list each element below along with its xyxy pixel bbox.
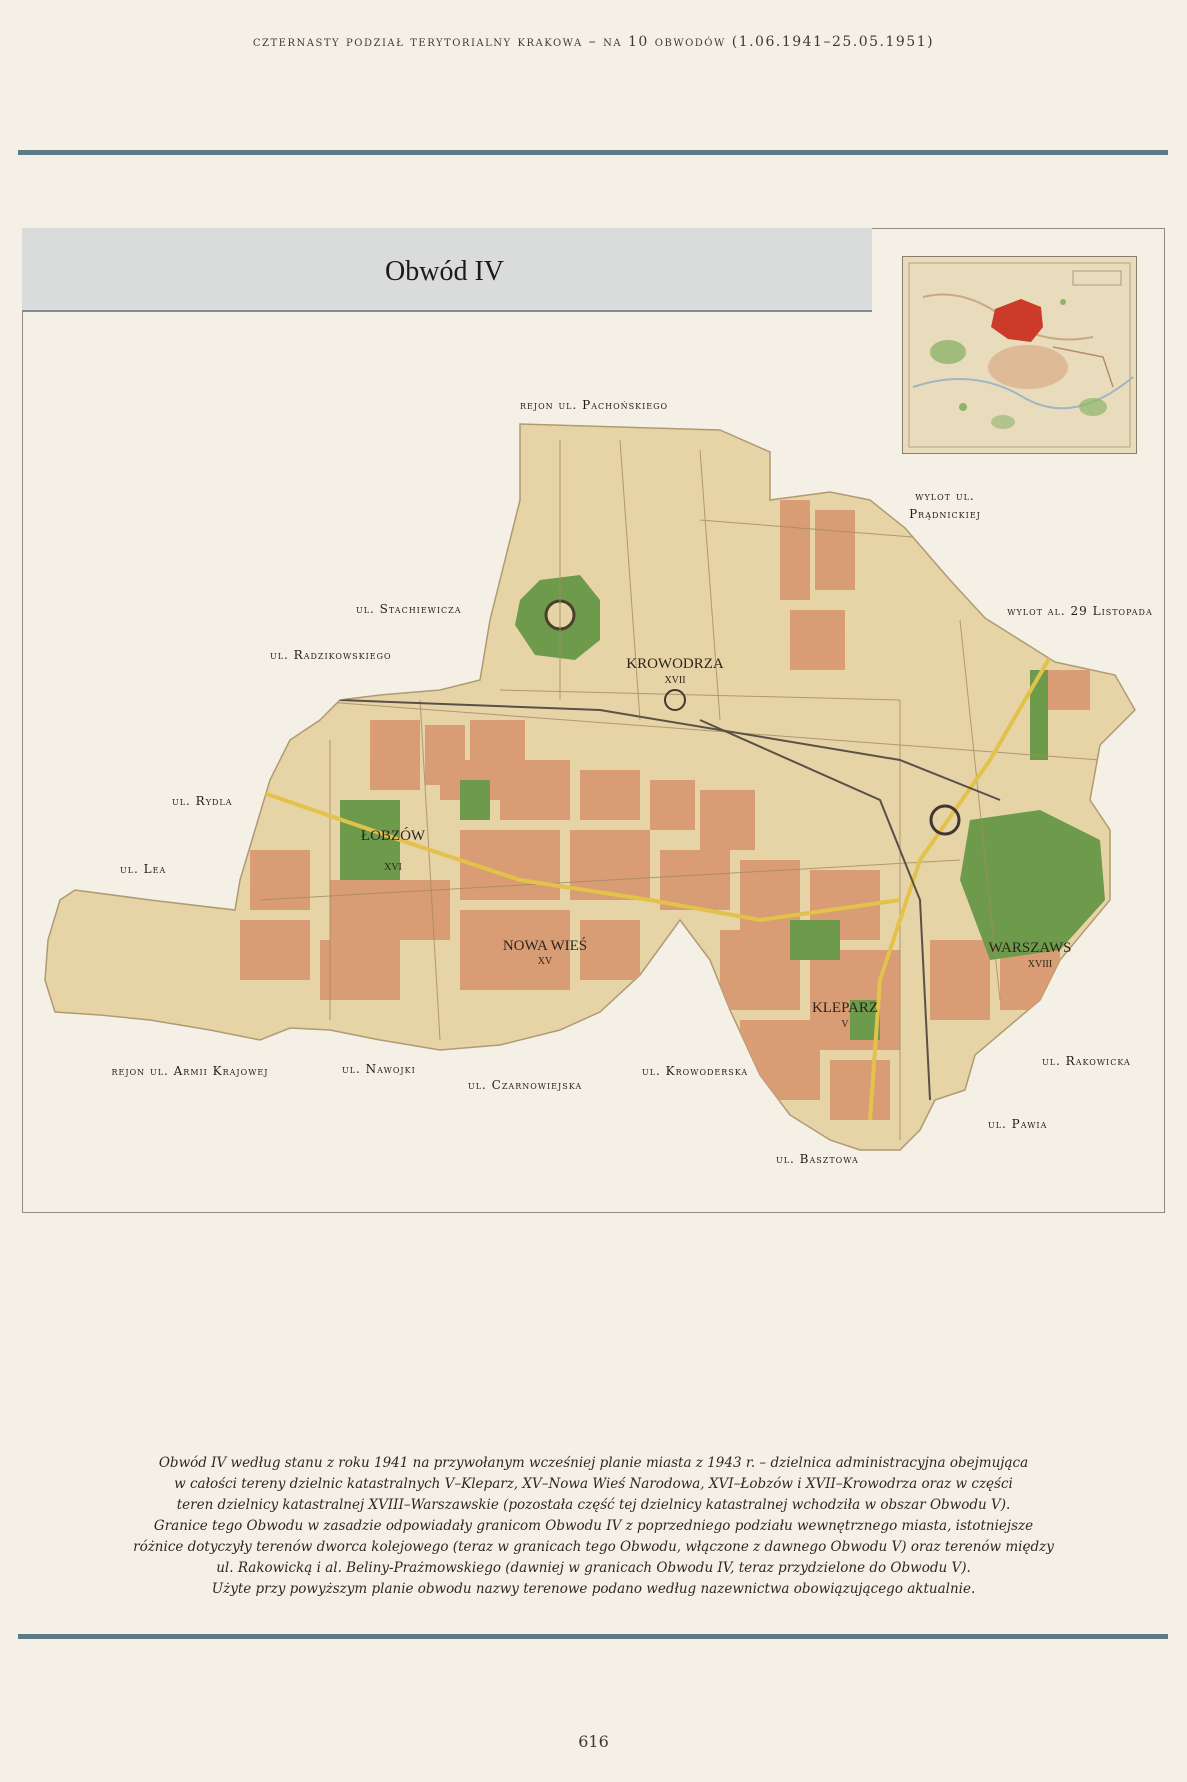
caption-line: Obwód IV według stanu z roku 1941 na przywołanym wcześniej planie miasta z 1943 r. – dzielnica administracyjna obejmująca xyxy=(158,1455,1029,1471)
street-label-krowoderska: ul. Krowoderska xyxy=(642,1064,749,1078)
page-title: Obwód IV xyxy=(385,256,504,287)
street-label-basztowa: ul. Basztowa xyxy=(776,1152,859,1166)
district-label-krowodrza: KROWODRZA xyxy=(626,656,724,672)
caption-line: różnice dotyczyły terenów dworca kolejowego (teraz w granicach tego Obwodu, włączone z dawnego Obwodu V) oraz terenów między xyxy=(133,1539,1054,1555)
district-label-warszawskie: WARSZAWS xyxy=(988,940,1072,956)
map-caption xyxy=(120,1453,1067,1600)
street-label-pradnicka: wylot ul. Prądnickiej xyxy=(909,489,981,521)
caption-line: ul. Rakowicką i al. Beliny-Prażmowskiego (dawniej w granicach Obwodu IV, teraz przydzielone do Obwodu V). xyxy=(216,1560,971,1576)
caption-line: Użyte przy powyższym planie obwodu nazwy terenowe podano według nazewnictwa obowiązującego aktualnie. xyxy=(211,1581,976,1597)
district-number-lobzow: XVI xyxy=(384,862,402,873)
street-label-nawojki: ul. Nawojki xyxy=(342,1062,416,1076)
street-label-rydla: ul. Rydla xyxy=(172,794,233,808)
district-number-kleparz: V xyxy=(841,1019,849,1030)
street-label-stachiewicza: ul. Stachiewicza xyxy=(356,602,462,616)
page-number: 616 xyxy=(578,1732,609,1751)
street-label-lea: ul. Lea xyxy=(120,862,167,876)
caption-line: Granice tego Obwodu w zasadzie odpowiadały granicom Obwodu IV z poprzedniego podziału wewnętrznego miasta, istotniejsze xyxy=(153,1518,1034,1534)
street-label-pachonskiego: rejon ul. Pachońskiego xyxy=(520,398,669,412)
street-label-czarnowiejska: ul. Czarnowiejska xyxy=(468,1078,583,1092)
district-number-krowodrza: XVII xyxy=(664,675,686,686)
district-number-nowa-wies: XV xyxy=(537,956,553,967)
bottom-rule xyxy=(18,1634,1168,1639)
street-label-radzikowskiego: ul. Radzikowskiego xyxy=(270,648,392,662)
street-label-pawia: ul. Pawia xyxy=(988,1117,1048,1131)
street-label-29-listopada: wylot al. 29 Listopada xyxy=(1007,604,1153,618)
street-label-rakowicka: ul. Rakowicka xyxy=(1042,1054,1131,1068)
district-number-warszawskie: XVIII xyxy=(1027,959,1053,970)
district-label-lobzow: ŁOBZÓW xyxy=(360,828,426,844)
caption-line: w całości tereny dzielnic katastralnych V–Kleparz, XV–Nowa Wieś Narodowa, XVI–Łobzów i XVII–Krowodrza oraz w części xyxy=(174,1476,1013,1492)
street-label-armii-krajowej: rejon ul. Armii Krajowej xyxy=(111,1064,269,1078)
district-label-nowa-wies: NOWA WIEŚ xyxy=(502,938,588,954)
district-label-kleparz: KLEPARZ xyxy=(811,1000,879,1016)
running-head: czternasty podział terytorialny krakowa – na 10 obwodów (1.06.1941–25.05.1951) xyxy=(252,34,935,50)
caption-line: teren dzielnicy katastralnej XVIII–Warszawskie (pozostała część tej dzielnicy katastralnej wchodziła w obszar Obwodu V). xyxy=(176,1497,1011,1513)
